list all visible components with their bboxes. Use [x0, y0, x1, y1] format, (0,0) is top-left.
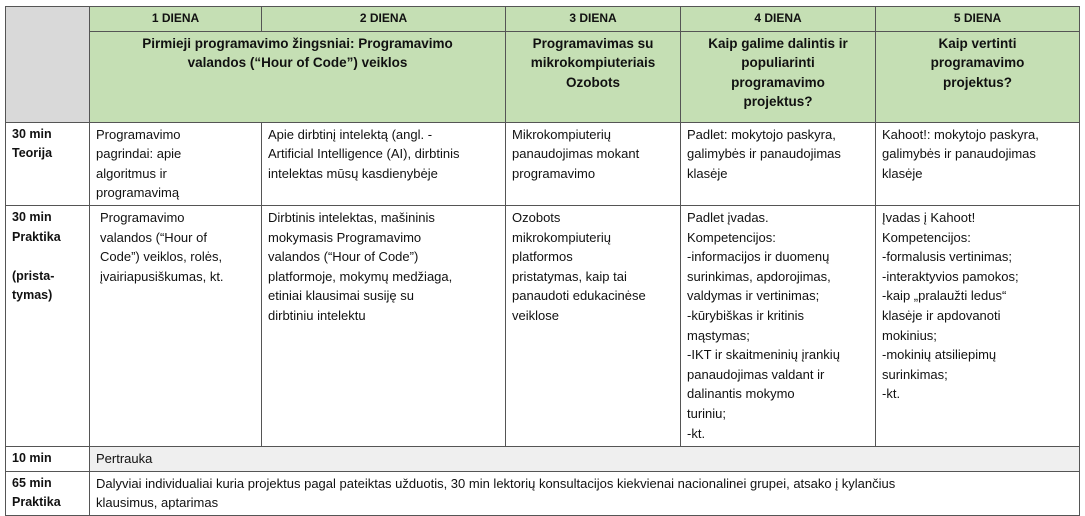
praktika-day-4	[681, 205, 876, 446]
cell-line: surinkimas, apdorojimas,	[687, 268, 831, 284]
cell-line: -kt.	[882, 386, 901, 402]
topic-line: Pirmieji programavimo žingsniai: Programavimo	[142, 35, 453, 51]
day-header-1: 1 DIENA	[90, 7, 262, 32]
cell-line: -kaip „pralaužti ledus“	[882, 288, 1007, 304]
cell-line: klasėje	[687, 165, 728, 181]
label-line: (prista-	[12, 268, 55, 283]
praktika-day-1	[90, 205, 262, 446]
cell-line: -formalusis vertinimas;	[882, 249, 1013, 265]
cell-line: programavimą	[96, 185, 180, 201]
cell-line: dalinantis mokymo	[687, 386, 795, 402]
cell-line: galimybės ir panaudojimas	[882, 146, 1036, 162]
cell-line: Kompetencijos:	[687, 229, 776, 245]
pertrauka-row	[6, 446, 1080, 471]
cell-line: valandos (“Hour of Code”)	[268, 249, 419, 265]
cell-line: Programavimo	[96, 126, 181, 142]
cell-line: galimybės ir panaudojimas	[687, 146, 841, 162]
cell-line: Apie dirbtinį intelektą (angl. -	[268, 126, 433, 142]
cell-line: Code”) veiklos, rolės,	[100, 249, 223, 265]
cell-line: pristatymas, kaip tai	[512, 268, 627, 284]
cell-line: mikrokompiuterių	[512, 229, 611, 245]
corner-cell	[6, 7, 90, 123]
cell-line: surinkimas;	[882, 366, 948, 382]
label-line: Praktika	[12, 229, 61, 244]
cell-line: klasėje	[882, 165, 923, 181]
cell-line: Padlet įvadas.	[687, 209, 769, 225]
cell-line: klasėje ir apdovanoti	[882, 307, 1001, 323]
cell-line: įvairiapusiškumas, kt.	[100, 268, 224, 284]
cell-line: pagrindai: apie	[96, 146, 182, 162]
cell-line: veiklose	[512, 307, 559, 323]
topic-day-5	[876, 31, 1080, 122]
praktika-day-3	[506, 205, 681, 446]
label-line: 30 min	[12, 209, 52, 224]
day-header-5: 5 DIENA	[876, 7, 1080, 32]
topic-line: programavimo	[930, 55, 1025, 71]
label-line	[12, 247, 83, 267]
cell-line: Artificial Intelligence (AI), dirbtinis	[268, 146, 460, 162]
day-header-4: 4 DIENA	[681, 7, 876, 32]
label-line: tymas)	[12, 288, 53, 303]
cell-line: mokymasis Programavimo	[268, 229, 422, 245]
label-line: 65 min	[12, 475, 52, 490]
cell-line: panaudoti edukacinėse	[512, 288, 646, 304]
cell-line: Padlet: mokytojo paskyra,	[687, 126, 836, 142]
cell-line: Kahoot!: mokytojo paskyra,	[882, 126, 1039, 142]
topic-line: mikrokompiuteriais	[530, 55, 656, 71]
cell-line: valandos (“Hour of	[100, 229, 207, 245]
cell-line: intelektas mūsų kasdienybėje	[268, 165, 438, 181]
praktika2-cell	[90, 471, 1080, 515]
cell-line: valdymas ir vertinimas;	[687, 288, 820, 304]
day-header-row	[6, 7, 1080, 32]
cell-line: -mokinių atsiliepimų	[882, 347, 997, 363]
praktika-day-2	[262, 205, 506, 446]
teorija-day-5	[876, 122, 1080, 205]
label-line: Praktika	[12, 495, 61, 510]
topic-day-4	[681, 31, 876, 122]
cell-line: panaudojimas valdant ir	[687, 366, 825, 382]
day-header-2: 2 DIENA	[262, 7, 506, 32]
topic-line: programavimo	[731, 74, 825, 90]
teorija-day-2	[262, 122, 506, 205]
teorija-row	[6, 122, 1080, 205]
topic-row	[6, 31, 1080, 122]
topic-day-1-2	[90, 31, 506, 122]
row-label-pertrauka	[6, 446, 90, 471]
cell-line: platformoje, mokymų medžiaga,	[268, 268, 453, 284]
label-line: 30 min	[12, 126, 52, 141]
cell-line: programavimo	[512, 165, 596, 181]
praktika-day-5	[876, 205, 1080, 446]
row-label-praktika2	[6, 471, 90, 515]
schedule-table	[5, 6, 1080, 516]
cell-line: Programavimo	[100, 209, 185, 225]
topic-line: Ozobots	[566, 74, 620, 90]
cell-line: Kompetencijos:	[882, 229, 971, 245]
topic-day-3	[506, 31, 681, 122]
cell-line: Įvadas į Kahoot!	[882, 209, 976, 225]
teorija-day-3	[506, 122, 681, 205]
cell-line: Dirbtinis intelektas, mašininis	[268, 209, 435, 225]
label-line: 10 min	[12, 450, 52, 465]
cell-line: turiniu;	[687, 405, 727, 421]
cell-line: algoritmus ir	[96, 165, 167, 181]
cell-line: Dalyviai individualiai kuria projektus pagal pateiktas užduotis, 30 min lektorių konsultacijos kiekvienai nacionalinei grupei, atsako į kylančius	[96, 475, 896, 491]
cell-line: platformos	[512, 249, 573, 265]
pertrauka-cell	[90, 446, 1080, 471]
label-line: Teorija	[12, 146, 53, 161]
topic-line: Programavimas su	[532, 35, 654, 51]
cell-line: klausimus, aptarimas	[96, 495, 219, 511]
topic-line: Kaip vertinti	[938, 35, 1017, 51]
teorija-day-1	[90, 122, 262, 205]
cell-line: mąstymas;	[687, 327, 750, 343]
day-header-3: 3 DIENA	[506, 7, 681, 32]
cell-line: -interaktyvios pamokos;	[882, 268, 1019, 284]
cell-line: -kūrybiškas ir kritinis	[687, 307, 805, 323]
topic-line: Kaip galime dalintis ir	[708, 35, 848, 51]
topic-line: valandos (“Hour of Code”) veiklos	[187, 55, 408, 71]
cell-line: -informacijos ir duomenų	[687, 249, 830, 265]
praktika-row	[6, 205, 1080, 446]
row-label-teorija	[6, 122, 90, 205]
praktika2-row	[6, 471, 1080, 515]
cell-line: dirbtiniu intelektu	[268, 307, 366, 323]
cell-line: etiniai klausimai susiję su	[268, 288, 414, 304]
topic-line: populiarinti	[741, 55, 815, 71]
teorija-day-4	[681, 122, 876, 205]
cell-line: Pertrauka	[96, 450, 153, 466]
topic-line: projektus?	[743, 94, 813, 110]
cell-line: Ozobots	[512, 209, 561, 225]
cell-line: panaudojimas mokant	[512, 146, 640, 162]
cell-line: Mikrokompiuterių	[512, 126, 611, 142]
topic-line: projektus?	[942, 74, 1012, 90]
cell-line: mokinius;	[882, 327, 937, 343]
row-label-praktika	[6, 205, 90, 446]
cell-line: -kt.	[687, 425, 706, 441]
cell-line: -IKT ir skaitmeninių įrankių	[687, 347, 840, 363]
